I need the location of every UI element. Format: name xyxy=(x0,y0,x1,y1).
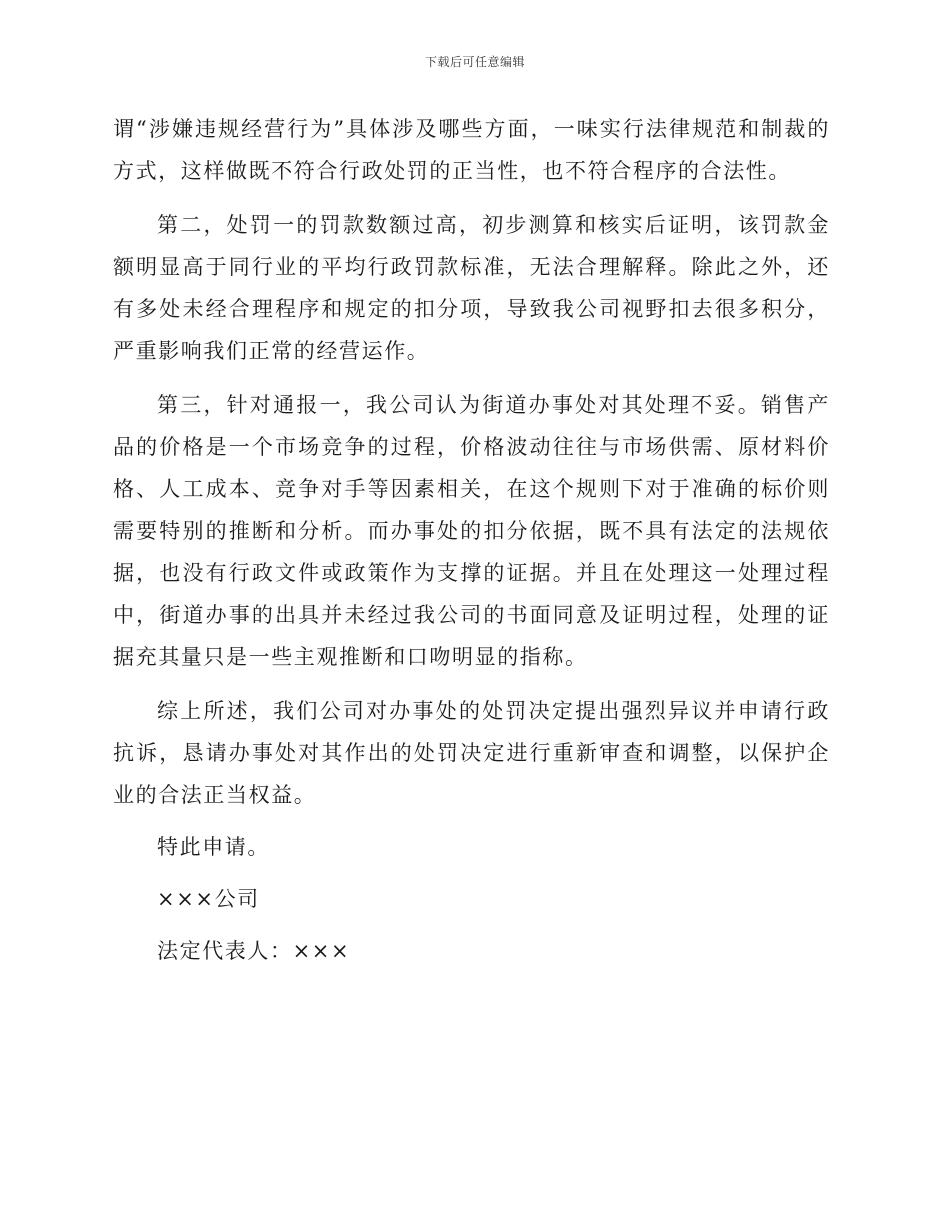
paragraph-conclusion: 综上所述，我们公司对办事处的处罚决定提出强烈异议并申请行政抗诉，恳请办事处对其作出的处罚决定进行重新审查和调整，以保护企业的合法正当权益。 xyxy=(113,699,830,807)
signature-company: ×××公司 xyxy=(157,887,260,911)
page-header: 下载后可任意编辑 xyxy=(424,55,525,69)
paragraph-second-point: 第二，处罚一的罚款数额过高，初步测算和核实后证明，该罚款金额明显高于同行业的平均行政罚款标准，无法合理解释。除此之外，还有多处未经合理程序和规定的扣分项，导致我公司视野扣去很多积分，严重影响我们正常的经营运作。 xyxy=(113,213,830,363)
document-body xyxy=(113,108,830,972)
paragraph-third-point: 第三，针对通报一，我公司认为街道办事处对其处理不妥。销售产品的价格是一个市场竞争的过程，价格波动往往与市场供需、原材料价格、人工成本、竞争对手等因素相关，在这个规则下对于准确的标价则需要特别的推断和分析。而办事处的扣分依据，既不具有法定的法规依据，也没有行政文件或政策作为支撑的证据。并且在处理这一处理过程中，街道办事的出具并未经过我公司的书面同意及证明过程，处理的证据充其量只是一些主观推断和口吻明显的指称。 xyxy=(113,393,830,669)
paragraph-continuation: 谓“涉嫌违规经营行为”具体涉及哪些方面，一味实行法律规范和制裁的方式，这样做既不符合行政处罚的正当性，也不符合程序的合法性。 xyxy=(113,117,830,183)
signature-representative: 法定代表人：××× xyxy=(157,939,351,963)
closing-request: 特此申请。 xyxy=(157,835,270,859)
